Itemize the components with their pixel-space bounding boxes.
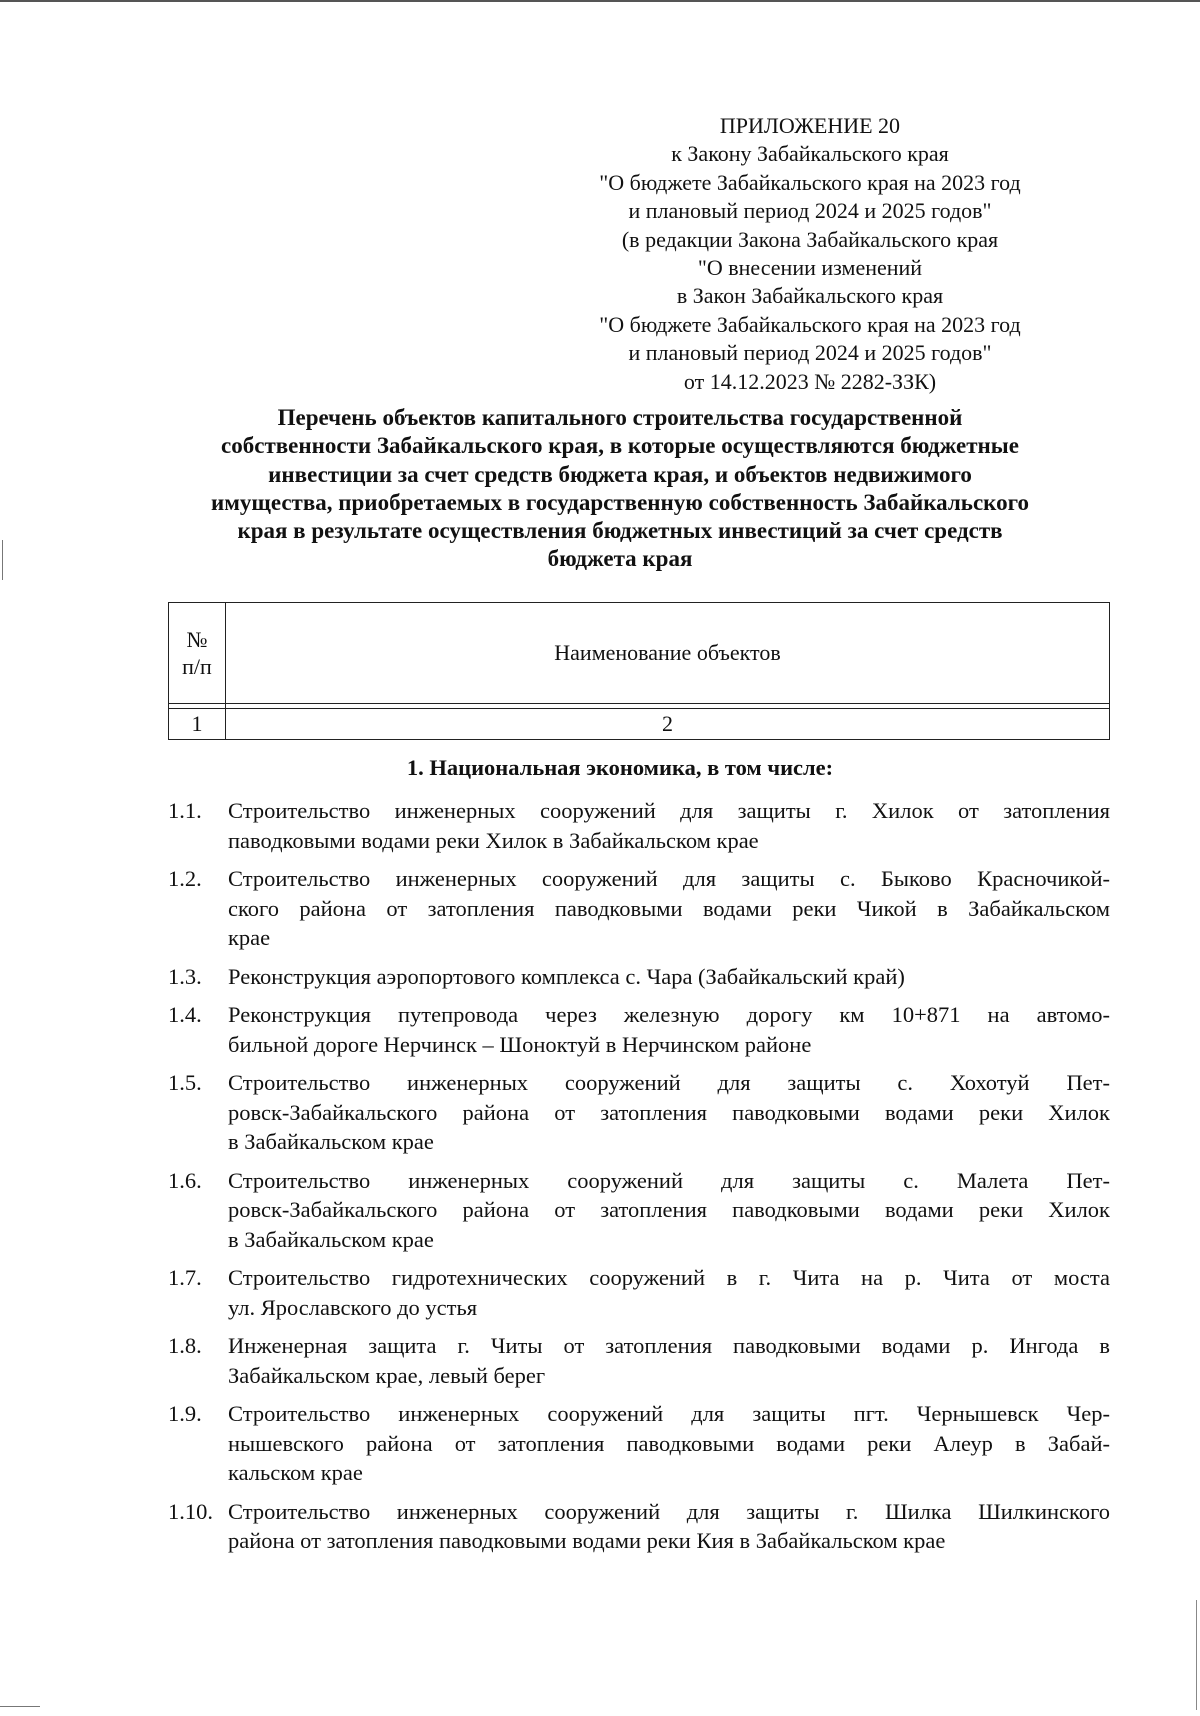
scan-mark — [2, 540, 3, 580]
item-number: 1.9. — [168, 1401, 202, 1426]
item-number: 1.4. — [168, 1002, 202, 1027]
item-line: Реконструкция аэропортового комплекса с. Чара (Забайкальский край) — [228, 963, 905, 989]
item-line: Строительство гидротехнических сооружений в г. Чита на р. Чита от моста — [228, 1265, 1110, 1290]
document-title — [150, 404, 1090, 574]
item-text — [228, 1497, 1110, 1556]
scan-mark — [1196, 1600, 1197, 1710]
list-item — [0, 1331, 1200, 1390]
appendix-line: в Закон Забайкальского края — [676, 283, 944, 309]
item-line: ровск-Забайкальского района от затопления паводковыми водами реки Хилок — [228, 1099, 1110, 1125]
appendix-line: "О бюджете Забайкальского края на 2023 год — [599, 311, 1021, 337]
item-line: Реконструкция путепровода через железную дорогу км 10+871 на автомо- — [228, 1002, 1110, 1027]
title-line: собственности Забайкальского края, в которые осуществляются бюджетные — [221, 433, 1019, 459]
appendix-line: и плановый период 2024 и 2025 годов" — [628, 340, 992, 366]
item-line: в Забайкальском крае — [228, 1226, 434, 1252]
row-abbrev: п/п — [182, 654, 212, 679]
scan-edge-line — [0, 0, 1200, 2]
item-line: ского района от затопления паводковыми водами реки Чикой в Забайкальском — [228, 895, 1110, 921]
appendix-line: от 14.12.2023 № 2282-ЗЗК) — [683, 368, 937, 394]
item-number: 1.2. — [168, 866, 202, 891]
item-line: крае — [228, 925, 271, 950]
item-text — [228, 864, 1110, 953]
item-line: Забайкальском крае, левый берег — [228, 1362, 546, 1388]
appendix-header — [560, 112, 1060, 396]
item-text — [228, 1263, 1110, 1322]
title-line: Перечень объектов капитального строительства государственной — [277, 405, 963, 430]
appendix-line: "О бюджете Забайкальского края на 2023 год — [599, 169, 1021, 195]
column-index-2: 2 — [226, 709, 1110, 740]
item-text — [228, 796, 1110, 855]
item-text — [228, 1331, 1110, 1390]
item-line: ровск-Забайкальского района от затопления паводковыми водами реки Хилок — [228, 1197, 1110, 1222]
item-line: района от затопления паводковыми водами реки Кия в Забайкальском крае — [228, 1528, 946, 1553]
item-text — [228, 1399, 1110, 1488]
item-number: 1.3. — [168, 963, 202, 989]
column-number-header — [169, 603, 226, 704]
item-line: Строительство инженерных сооружений для защиты с. Малета Пет- — [228, 1167, 1110, 1193]
list-item — [0, 1497, 1200, 1556]
item-line: Строительство инженерных сооружений для защиты г. Хилок от затопления — [228, 798, 1110, 823]
item-line: Строительство инженерных сооружений для защиты с. Хохотуй Пет- — [228, 1070, 1110, 1095]
list-item — [0, 864, 1200, 953]
item-line: нышевского района от затопления паводковыми водами реки Алеур в Забай- — [228, 1430, 1110, 1456]
list-item — [0, 1068, 1200, 1157]
title-line: бюджета края — [547, 546, 693, 572]
list-item — [0, 1263, 1200, 1322]
title-line: инвестиции за счет средств бюджета края, и объектов недвижимого — [268, 461, 972, 487]
number-sign: № — [186, 627, 208, 652]
appendix-line: ПРИЛОЖЕНИЕ 20 — [719, 113, 901, 138]
item-line: Строительство инженерных сооружений для защиты с. Быково Красночикой- — [228, 866, 1110, 891]
item-line: паводковыми водами реки Хилок в Забайкальском крае — [228, 827, 759, 853]
section-heading: 1. Национальная экономика, в том числе: — [406, 755, 834, 780]
list-item — [0, 1000, 1200, 1059]
appendix-line: к Закону Забайкальского края — [671, 141, 949, 167]
objects-list — [0, 796, 1200, 1565]
item-line: бильной дороге Нерчинск – Шоноктуй в Нерчинском районе — [228, 1031, 812, 1057]
table-index-row — [169, 709, 1110, 740]
item-text — [228, 1000, 1110, 1059]
item-number: 1.5. — [168, 1070, 202, 1095]
item-number: 1.8. — [168, 1333, 202, 1358]
table-header-row — [169, 603, 1110, 704]
item-line: кальском крае — [228, 1460, 363, 1485]
item-number: 1.6. — [168, 1167, 202, 1193]
item-line: Строительство инженерных сооружений для защиты пгт. Чернышевск Чер- — [228, 1401, 1110, 1426]
appendix-line: и плановый период 2024 и 2025 годов" — [628, 198, 992, 224]
item-number: 1.1. — [168, 798, 202, 823]
item-line: ул. Ярославского до устья — [228, 1294, 478, 1320]
list-item — [0, 796, 1200, 855]
item-line: Инженерная защита г. Читы от затопления паводковыми водами р. Ингода в — [228, 1333, 1110, 1358]
item-text — [228, 1166, 1110, 1255]
item-number: 1.10. — [168, 1498, 213, 1524]
item-text — [228, 962, 1110, 992]
list-item — [0, 962, 1200, 992]
item-line: в Забайкальском крае — [228, 1129, 434, 1154]
title-line: имущества, приобретаемых в государственную собственность Забайкальского — [211, 489, 1029, 515]
title-line: края в результате осуществления бюджетных инвестиций за счет средств — [237, 518, 1003, 544]
list-item — [0, 1166, 1200, 1255]
column-index-1: 1 — [169, 709, 226, 740]
item-text — [228, 1068, 1110, 1157]
appendix-line: "О внесении изменений — [697, 255, 923, 281]
appendix-line: (в редакции Закона Забайкальского края — [621, 226, 999, 252]
objects-table-header — [168, 602, 1110, 740]
item-line: Строительство инженерных сооружений для защиты г. Шилка Шилкинского — [228, 1498, 1110, 1524]
list-item — [0, 1399, 1200, 1488]
scan-mark — [0, 1706, 40, 1707]
item-number: 1.7. — [168, 1265, 202, 1290]
column-name-header: Наименование объектов — [226, 603, 1110, 704]
